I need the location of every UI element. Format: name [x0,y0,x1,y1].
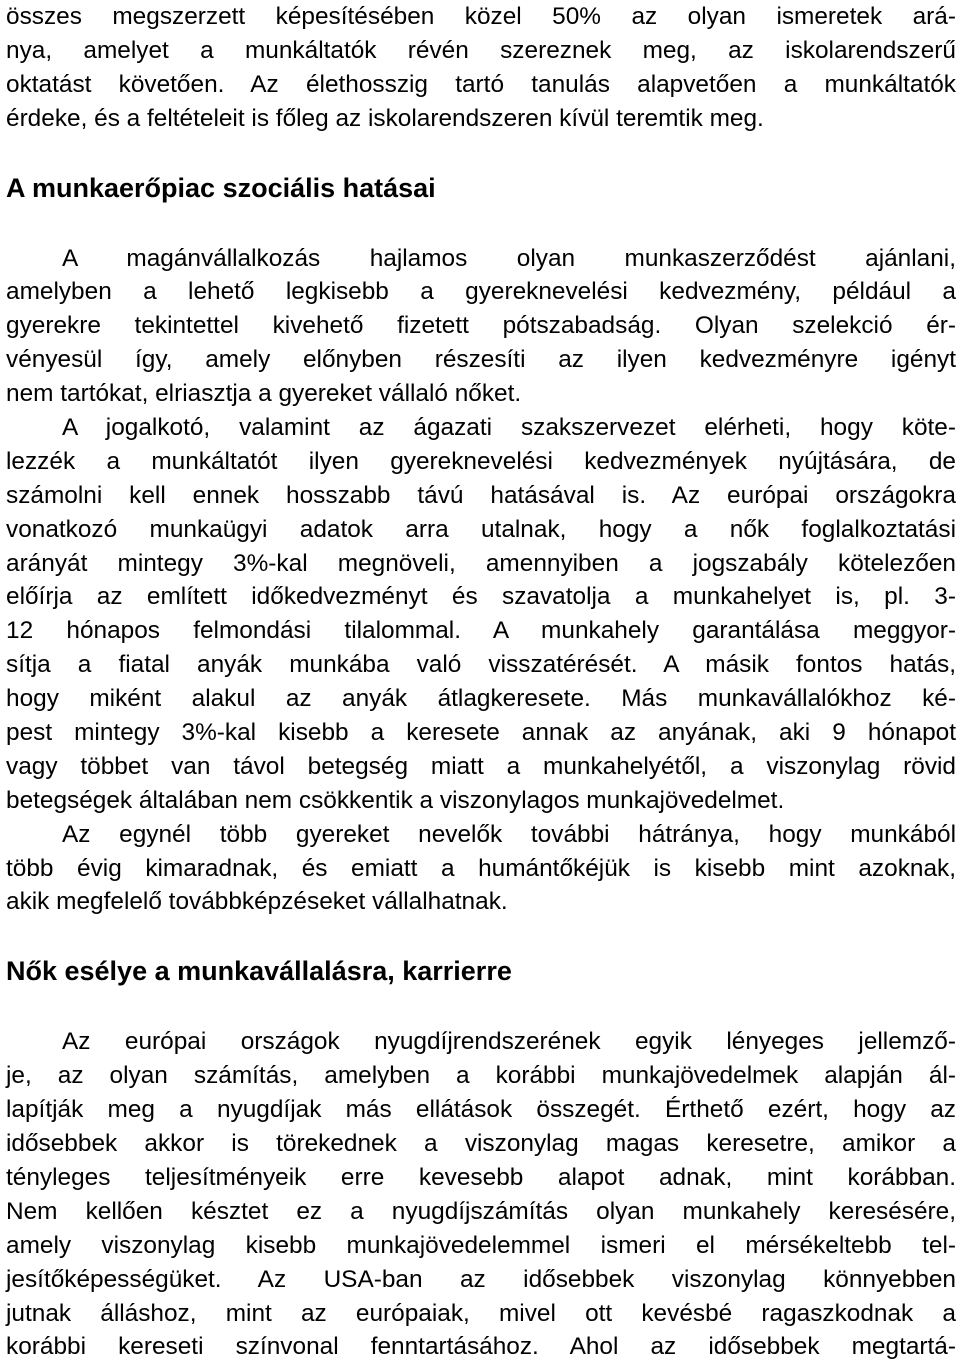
document-page [6,0,956,1364]
paragraph-line: nem tartókat, elriasztja a gyereket vállaló nőket. [6,380,522,408]
paragraph-line: korábbi kereseti színvonal fenntartásához. Ahol az idősebbek megtartá- [6,1333,956,1361]
intro-line: összes megszerzett képesítésében közel 50% az olyan ismeretek ará- [6,3,956,30]
paragraph-line: jutnak álláshoz, mint az európaiak, mivel ott kevésbé ragaszkodnak a [6,1299,956,1327]
paragraph-line: Az egynél több gyereket nevelők további hátránya, hogy munkából [62,820,956,848]
paragraph-line: amelyben a lehető legkisebb a gyereknevelési kedvezmény, például a [6,278,956,306]
paragraph-line: vonatkozó munkaügyi adatok arra utalnak, hogy a nők foglalkoztatási [6,515,956,543]
paragraph-line: je, az olyan számítás, amelyben a korábbi munkajövedelmek alapján ál- [6,1062,956,1090]
paragraph-line: vagy többet van távol betegség miatt a munkahelyétől, a viszonylag rövid [6,752,956,780]
paragraph-line: A jogalkotó, valamint az ágazati szakszervezet elérheti, hogy köte- [62,414,956,442]
paragraph-line: előírja az említett időkedvezményt és szavatolja a munkahelyet is, pl. 3- [6,583,956,611]
paragraph-line: hogy miként alakul az anyák átlagkeresete. Más munkavállalókhoz ké- [6,685,956,713]
paragraph-line: 12 hónapos felmondási tilalommal. A munkahely garantálása meggyor- [6,617,956,645]
paragraph-line: sítja a fiatal anyák munkába való visszatérését. A másik fontos hatás, [6,651,956,679]
section-body [6,242,956,920]
paragraph-line: jesítőképességüket. Az USA-ban az idősebbek viszonylag könnyebben [6,1265,956,1293]
paragraph-line: gyerekre tekintettel kivehető fizetett pótszabadság. Olyan szelekció ér- [6,312,956,340]
paragraph-line: A magánvállalkozás hajlamos olyan munkaszerződést ajánlani, [62,244,956,272]
intro-line: oktatást követően. Az élethosszig tartó tanulás alapvetően a munkáltatók [6,70,956,98]
paragraph-line: több évig kimaradnak, és emiatt a humántőkéjük is kisebb mint azoknak, [6,854,956,882]
paragraph-line: lezzék a munkáltatót ilyen gyereknevelési kedvezmények nyújtására, de [6,447,956,475]
paragraph-line: számolni kell ennek hosszabb távú hatásával is. Az európai országokra [6,481,956,509]
paragraph-line: Az európai országok nyugdíjrendszerének egyik lényeges jellemző- [62,1028,956,1056]
intro-line: érdeke, és a feltételeit is főleg az iskolarendszeren kívül teremtik meg. [6,104,764,132]
paragraph-line: vényesül így, amely előnyben részesíti az ilyen kedvezményre igényt [6,346,956,374]
section-heading: Nők esélye a munkavállalásra, karrierre [6,956,512,987]
intro-paragraph [6,0,956,136]
paragraph-line: lapítják meg a nyugdíjak más ellátások összegét. Érthető ezért, hogy az [6,1096,956,1124]
paragraph-line: idősebbek akkor is törekednek a viszonylag magas keresetre, amikor a [6,1130,956,1158]
intro-line: nya, amelyet a munkáltatók révén szereznek meg, az iskolarendszerű [6,36,956,64]
paragraph-line: akik megfelelő továbbképzéseket vállalhatnak. [6,888,508,916]
paragraph-line: arányát mintegy 3%-kal megnöveli, amennyiben a jogszabály kötelezően [6,549,956,577]
paragraph-line: amely viszonylag kisebb munkajövedelemmel ismeri el mérsékeltebb tel- [6,1231,956,1259]
paragraph-line: tényleges teljesítményeik erre kevesebb alapot adnak, mint korábban. [6,1163,956,1191]
paragraph-line: betegségek általában nem csökkentik a viszonylagos munkajövedelmet. [6,786,785,814]
paragraph-line: Nem kellően késztet ez a nyugdíjszámítás olyan munkahely keresésére, [6,1197,956,1225]
section-heading: A munkaerőpiac szociális hatásai [6,172,436,203]
paragraph-line: pest mintegy 3%-kal kisebb a keresete annak az anyának, aki 9 hónapot [6,719,956,747]
section-body [6,1025,956,1364]
